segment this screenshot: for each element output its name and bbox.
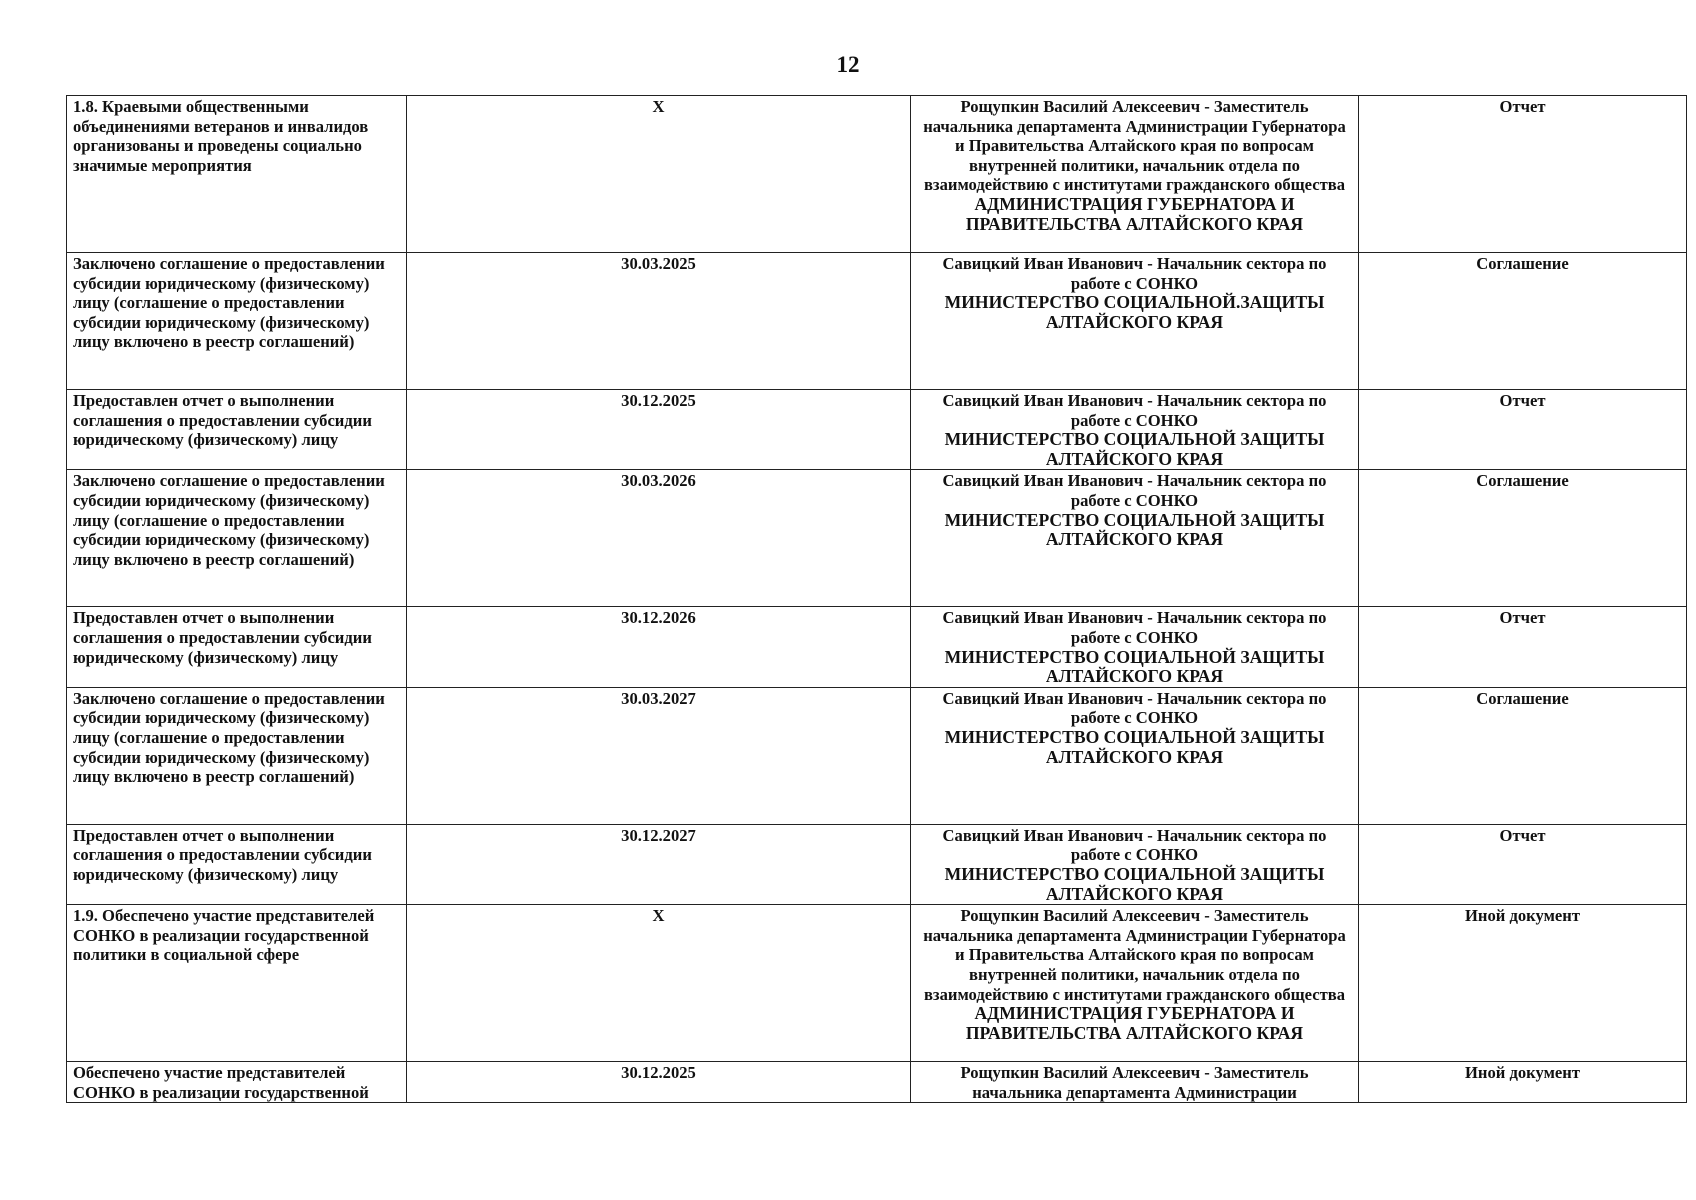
responsible-person: Савицкий Иван Иванович - Начальник сектора по работе с СОНКО xyxy=(942,254,1327,293)
responsible-person: Рощупкин Василий Алексеевич - Заместитель начальника департамента Администрации Губернатора и Правительства Алтайского края по вопросам внутренней политики, начальник отдела по взаимодействию с институтами гражданского общества xyxy=(923,97,1346,195)
responsible-organization: МИНИСТЕРСТВО СОЦИАЛЬНОЙ ЗАЩИТЫ АЛТАЙСКОГО КРАЯ xyxy=(944,863,1325,904)
event-description: Заключено соглашение о предоставлении субсидии юридическому (физическому) лицу (соглашение о предоставлении субсидии юридическому (физическому) лицу включено в реестр соглашений) xyxy=(67,470,407,607)
document-type: Отчет xyxy=(1359,607,1687,687)
responsible-person: Савицкий Иван Иванович - Начальник сектора по работе с СОНКО xyxy=(942,471,1327,510)
event-description: Обеспечено участие представителей СОНКО в реализации государственной xyxy=(67,1062,407,1103)
table-row xyxy=(67,905,1687,1062)
event-description: 1.9. Обеспечено участие представителей СОНКО в реализации государственной политики в социальной сфере xyxy=(67,905,407,1062)
table-row xyxy=(67,96,1687,253)
responsible-cell xyxy=(911,470,1359,607)
table-row xyxy=(67,607,1687,687)
responsible-organization: МИНИСТЕРСТВО СОЦИАЛЬНОЙ ЗАЩИТЫ АЛТАЙСКОГО КРАЯ xyxy=(944,429,1325,469)
event-date: 30.12.2025 xyxy=(407,390,911,470)
event-description: Предоставлен отчет о выполнении соглашения о предоставлении субсидии юридическому (физическому) лицу xyxy=(67,390,407,470)
event-date: 30.12.2027 xyxy=(407,824,911,904)
table-row xyxy=(67,253,1687,390)
responsible-organization: МИНИСТЕРСТВО СОЦИАЛЬНОЙ ЗАЩИТЫ АЛТАЙСКОГО КРАЯ xyxy=(944,646,1325,687)
responsible-person: Савицкий Иван Иванович - Начальник сектора по работе с СОНКО xyxy=(942,688,1327,728)
table-row xyxy=(67,390,1687,470)
event-date: 30.12.2025 xyxy=(407,1062,911,1103)
responsible-person: Савицкий Иван Иванович - Начальник сектора по работе с СОНКО xyxy=(942,391,1327,430)
document-type: Отчет xyxy=(1359,390,1687,470)
event-date: 30.03.2027 xyxy=(407,687,911,824)
responsible-organization: МИНИСТЕРСТВО СОЦИАЛЬНОЙ.ЗАЩИТЫ АЛТАЙСКОГО КРАЯ xyxy=(944,292,1325,332)
event-date: 30.12.2026 xyxy=(407,607,911,687)
table-row xyxy=(67,1062,1687,1103)
responsible-organization: АДМИНИСТРАЦИЯ ГУБЕРНАТОРА И ПРАВИТЕЛЬСТВА АЛТАЙСКОГО КРАЯ xyxy=(965,193,1304,234)
responsible-cell xyxy=(911,1062,1359,1103)
event-date: 30.03.2025 xyxy=(407,253,911,390)
responsible-organization: АДМИНИСТРАЦИЯ ГУБЕРНАТОРА И ПРАВИТЕЛЬСТВА АЛТАЙСКОГО КРАЯ xyxy=(965,1003,1304,1043)
document-type: Иной документ xyxy=(1359,1062,1687,1103)
event-date: 30.03.2026 xyxy=(407,470,911,607)
event-date: X xyxy=(407,905,911,1062)
document-type: Соглашение xyxy=(1359,253,1687,390)
plan-table xyxy=(66,95,1687,1103)
responsible-cell xyxy=(911,96,1359,253)
event-description: Предоставлен отчет о выполнении соглашения о предоставлении субсидии юридическому (физическому) лицу xyxy=(67,824,407,904)
responsible-cell xyxy=(911,905,1359,1062)
responsible-person: Савицкий Иван Иванович - Начальник сектора по работе с СОНКО xyxy=(942,608,1327,647)
document-type: Соглашение xyxy=(1359,687,1687,824)
responsible-person: Рощупкин Василий Алексеевич - Заместитель начальника департамента Администрации Губернатора и Правительства Алтайского края по вопросам внутренней политики, начальник отдела по взаимодействию с институтами гражданского общества xyxy=(923,906,1346,1004)
document-type: Отчет xyxy=(1359,824,1687,904)
event-description: Заключено соглашение о предоставлении субсидии юридическому (физическому) лицу (соглашение о предоставлении субсидии юридическому (физическому) лицу включено в реестр соглашений) xyxy=(67,687,407,824)
responsible-person: Савицкий Иван Иванович - Начальник сектора по работе с СОНКО xyxy=(942,825,1327,865)
event-description: 1.8. Краевыми общественными объединениями ветеранов и инвалидов организованы и проведены социально значимые мероприятия xyxy=(67,96,407,253)
table-row xyxy=(67,687,1687,824)
responsible-organization: МИНИСТЕРСТВО СОЦИАЛЬНОЙ ЗАЩИТЫ АЛТАЙСКОГО КРАЯ xyxy=(944,509,1325,550)
event-description: Заключено соглашение о предоставлении субсидии юридическому (физическому) лицу (соглашение о предоставлении субсидии юридическому (физическому) лицу включено в реестр соглашений) xyxy=(67,253,407,390)
document-type: Иной документ xyxy=(1359,905,1687,1062)
document-type: Отчет xyxy=(1359,96,1687,253)
event-description: Предоставлен отчет о выполнении соглашения о предоставлении субсидии юридическому (физическому) лицу xyxy=(67,607,407,687)
responsible-cell xyxy=(911,824,1359,904)
table-row xyxy=(67,824,1687,904)
responsible-cell xyxy=(911,607,1359,687)
event-date: X xyxy=(407,96,911,253)
responsible-cell xyxy=(911,390,1359,470)
responsible-person: Рощупкин Василий Алексеевич - Заместитель начальника департамента Администрации xyxy=(960,1063,1309,1102)
responsible-organization: МИНИСТЕРСТВО СОЦИАЛЬНОЙ ЗАЩИТЫ АЛТАЙСКОГО КРАЯ xyxy=(944,726,1325,767)
document-type: Соглашение xyxy=(1359,470,1687,607)
responsible-cell xyxy=(911,253,1359,390)
table-row xyxy=(67,470,1687,607)
responsible-cell xyxy=(911,687,1359,824)
page-number: 12 xyxy=(836,52,860,77)
